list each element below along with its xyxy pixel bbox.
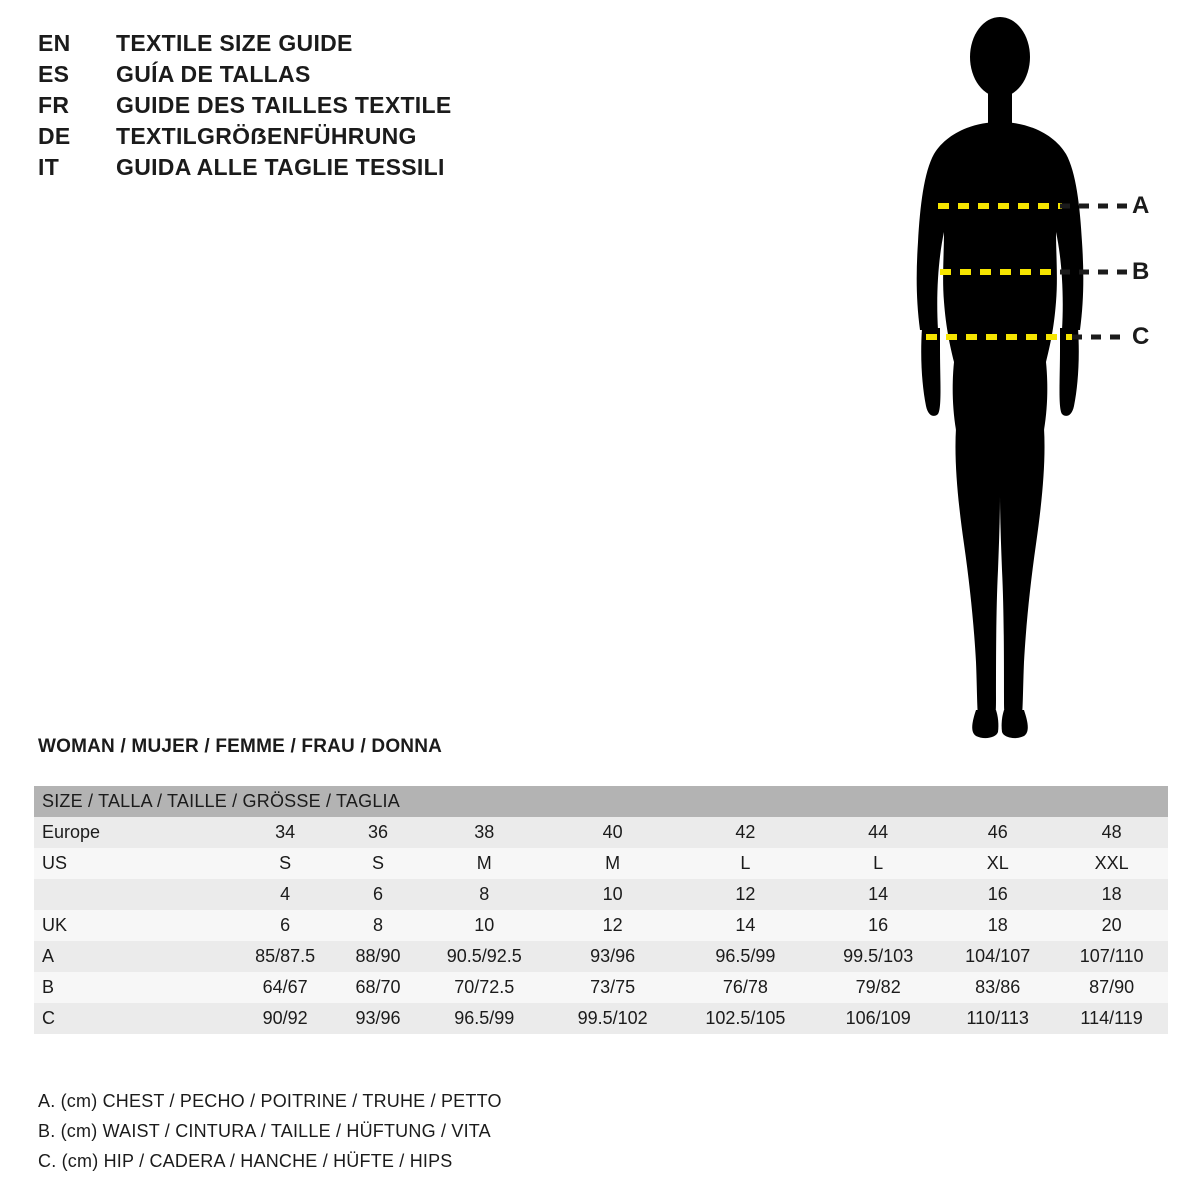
cell: 16 [868,915,889,935]
cell: 90/92 [262,1008,308,1028]
row-label-europe: Europe [42,822,101,842]
cell: 8 [373,915,384,935]
cell: 12 [602,915,623,935]
body-silhouette-shape [917,17,1084,738]
cell: 68/70 [355,977,401,997]
table-row [34,848,1168,879]
cell: 110/113 [966,1008,1029,1028]
cell: 93/96 [590,946,636,966]
row-label-c: C [42,1008,55,1028]
row-label-a: A [42,946,55,966]
cell: 104/107 [965,946,1031,966]
row-label-b: B [42,977,55,997]
silhouette-svg [860,10,1190,750]
title-lang-de: DE [38,123,71,149]
title-text-de: TEXTILGRÖẞENFÜHRUNG [116,123,417,149]
size-table-head [34,786,1168,817]
cell: M [605,853,621,873]
title-text-fr: GUIDE DES TAILLES TEXTILE [116,92,452,118]
table-row [34,972,1168,1003]
table-row [34,941,1168,972]
title-row-es [38,61,658,92]
cell: 76/78 [722,977,768,997]
cell: 10 [602,884,623,904]
cell: L [740,853,751,873]
cell: 85/87.5 [255,946,316,966]
legend-line-a: A. (cm) CHEST / PECHO / POITRINE / TRUHE / PETTO [38,1091,502,1111]
cell: L [873,853,884,873]
cell: 99.5/103 [843,946,914,966]
title-row-fr [38,92,658,123]
title-row-it [38,154,658,185]
table-row [34,910,1168,941]
cell: S [279,853,292,873]
cell: M [476,853,492,873]
measurement-legend [38,1086,938,1176]
cell: 88/90 [355,946,401,966]
cell: 4 [280,884,291,904]
row-label-us: US [42,853,68,873]
cell: 36 [368,822,389,842]
cell: 87/90 [1089,977,1135,997]
cell: 40 [602,822,623,842]
cell: 48 [1101,822,1122,842]
cell: 106/109 [845,1008,911,1028]
section-heading-woman: WOMAN / MUJER / FEMME / FRAU / DONNA [38,736,443,757]
legend-line-b: B. (cm) WAIST / CINTURA / TAILLE / HÜFTUNG / VITA [38,1121,491,1141]
cell: 14 [735,915,756,935]
size-table-body [34,817,1168,1034]
cell: 12 [735,884,756,904]
cell: 96.5/99 [715,946,776,966]
cell: 42 [735,822,756,842]
table-row [34,817,1168,848]
title-lang-fr: FR [38,92,70,118]
cell: 10 [474,915,495,935]
cell: 44 [868,822,889,842]
cell: 46 [987,822,1008,842]
marker-label-c: C [1132,323,1150,350]
marker-label-a: A [1132,192,1150,219]
cell: 64/67 [262,977,308,997]
cell: 18 [987,915,1008,935]
cell: 99.5/102 [577,1008,648,1028]
title-lang-es: ES [38,61,70,87]
cell: 96.5/99 [454,1008,515,1028]
cell: 20 [1101,915,1122,935]
cell: 6 [280,915,291,935]
title-row-de [38,123,658,154]
cell: 102.5/105 [705,1008,786,1028]
cell: 79/82 [855,977,901,997]
marker-label-b: B [1132,258,1150,285]
title-text-en: TEXTILE SIZE GUIDE [116,30,353,56]
title-text-es: GUÍA DE TALLAS [116,61,311,87]
title-block [38,30,658,185]
title-text-it: GUIDA ALLE TAGLIE TESSILI [116,154,445,180]
cell: 16 [987,884,1008,904]
cell: 6 [373,884,384,904]
cell: 73/75 [590,977,636,997]
cell: 34 [275,822,296,842]
table-row [34,1003,1168,1034]
size-table [34,786,1168,1034]
cell: 83/86 [975,977,1021,997]
row-label-uk: UK [42,915,68,935]
cell: 114/119 [1080,1008,1143,1028]
cell: XL [986,853,1009,873]
title-lang-it: IT [38,154,60,180]
table-row [34,879,1168,910]
cell: XXL [1094,853,1129,873]
title-lang-en: EN [38,30,71,56]
cell: 18 [1101,884,1122,904]
female-silhouette-figure [860,10,1190,750]
cell: 107/110 [1079,946,1144,966]
cell: S [372,853,385,873]
cell: 38 [474,822,495,842]
legend-line-c: C. (cm) HIP / CADERA / HANCHE / HÜFTE / HIPS [38,1151,453,1171]
cell: 93/96 [355,1008,401,1028]
cell: 90.5/92.5 [446,946,522,966]
title-row-en [38,30,658,61]
cell: 14 [868,884,889,904]
row-label-us-numeric [34,879,232,910]
cell: 70/72.5 [454,977,515,997]
cell: 8 [479,884,490,904]
size-table-header-label: SIZE / TALLA / TAILLE / GRÖSSE / TAGLIA [34,786,1168,817]
table-header-row [34,786,1168,817]
